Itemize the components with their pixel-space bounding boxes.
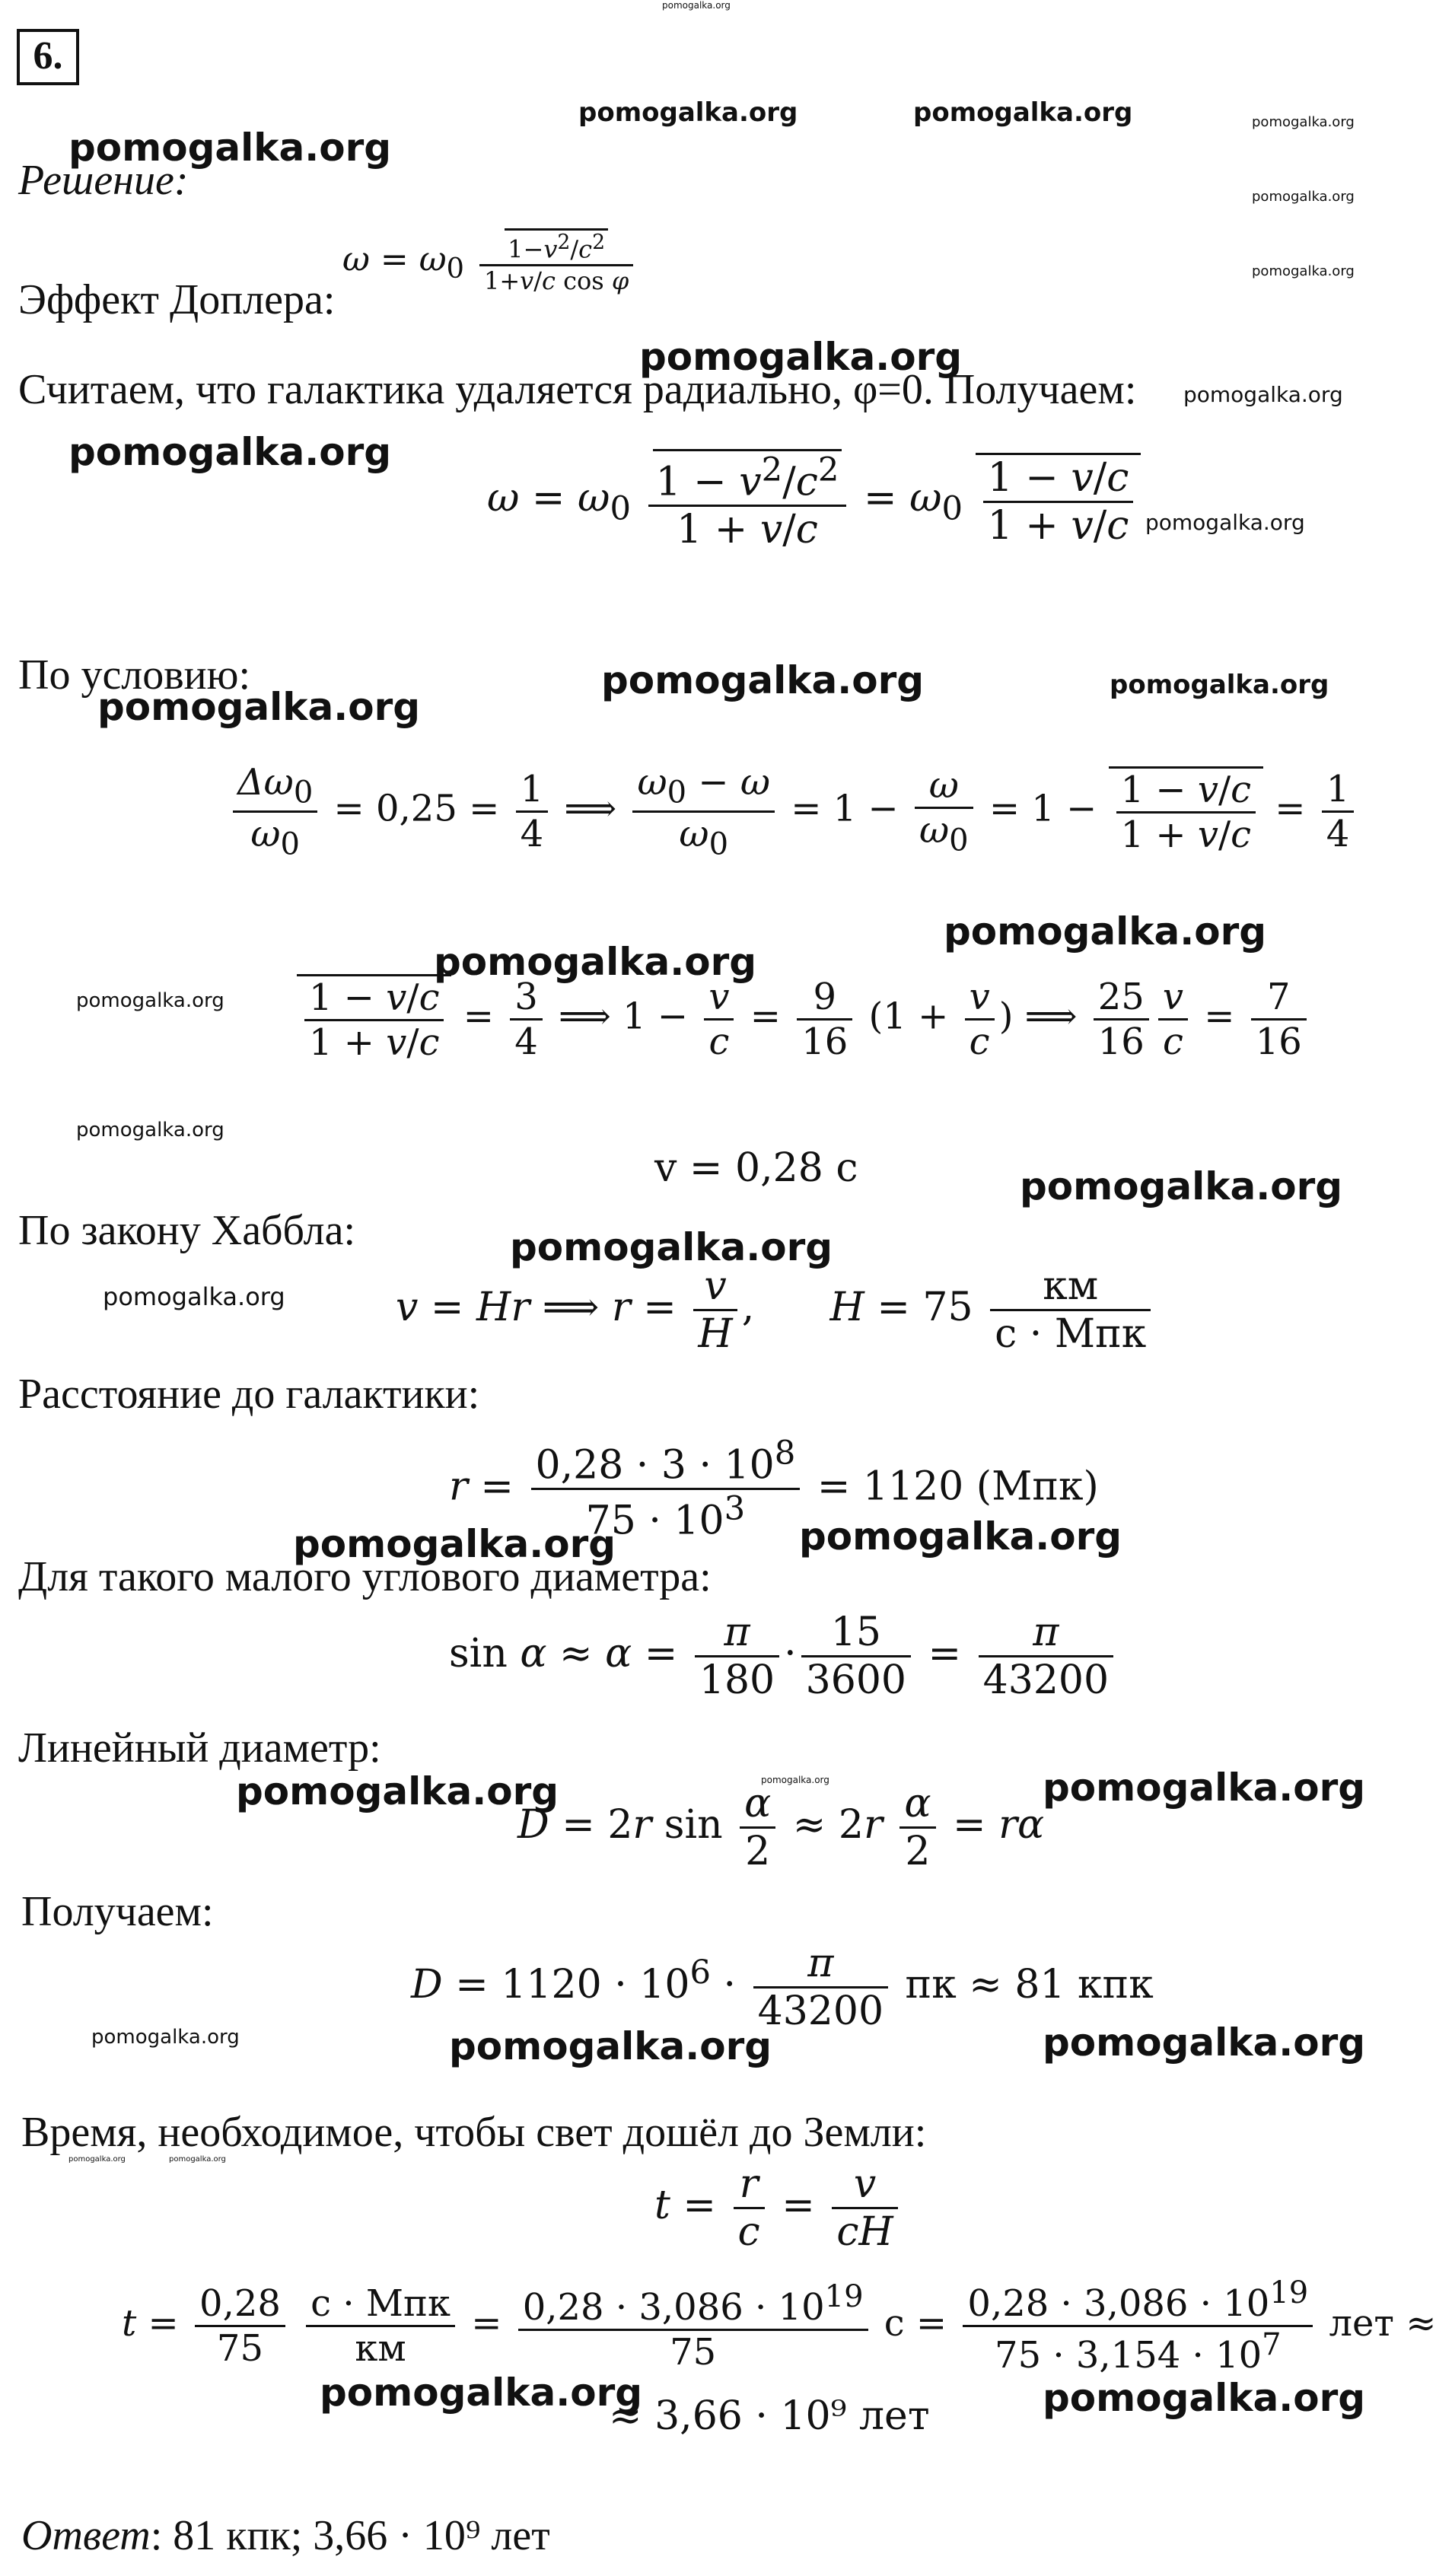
hubble-label: По закону Хаббла: bbox=[18, 1207, 355, 1254]
watermark: pomogalka.org bbox=[293, 1522, 616, 1566]
watermark: pomogalka.org bbox=[662, 0, 731, 11]
condition-label: По условию: bbox=[18, 651, 251, 699]
distance-label: Расстояние до галактики: bbox=[18, 1371, 480, 1418]
solve-formula: $\frac{1 - v/c}{1 + v/c}$ = $\frac{3}{4}$ ⟹ 1 − $\frac{v}{c}$ = $\frac{9}{16}$ (1 + $\frac{v}{c}$ ) ⟹ $\frac{25}{16}$ $\frac{v}{c}$ = $\frac{7}{16}$ bbox=[297, 974, 1311, 1064]
watermark: pomogalka.org bbox=[68, 430, 392, 474]
watermark: pomogalka.org bbox=[1252, 114, 1355, 130]
distance-formula: r = $\frac{0,28 \cdot 3 \cdot 10^8}{75 \cdot 10^3}$ = 1120 (Мпк) bbox=[449, 1434, 1099, 1544]
watermark: pomogalka.org bbox=[1252, 263, 1355, 279]
velocity-result: v = 0,28 c bbox=[654, 1145, 858, 1191]
time-label: Время, необходимое, чтобы свет дошёл до Земли: bbox=[21, 2109, 927, 2156]
problem-number: 6. bbox=[17, 29, 79, 85]
obtain-label: Получаем: bbox=[21, 1888, 214, 1935]
radial-text: Считаем, что галактика удаляется радиально, φ=0. Получаем: bbox=[18, 366, 1137, 413]
answer bbox=[21, 2511, 550, 2560]
watermark: pomogalka.org bbox=[76, 1119, 224, 1142]
watermark: pomogalka.org bbox=[434, 940, 757, 984]
watermark: pomogalka.org bbox=[1043, 2376, 1366, 2420]
watermark: pomogalka.org bbox=[320, 2371, 643, 2415]
watermark: pomogalka.org bbox=[76, 989, 224, 1012]
hubble-formula: v = Hr ⟹ r = $\frac{v}{H}$ , H = 75 $\frac{км}{\text{с · Мпк}}$ bbox=[396, 1263, 1155, 1357]
watermark: pomogalka.org bbox=[1043, 1766, 1366, 1810]
answer-value: : 81 кпк; 3,66 · 10⁹ лет bbox=[150, 2512, 550, 2559]
watermark: pomogalka.org bbox=[639, 335, 963, 379]
watermark: pomogalka.org bbox=[510, 1225, 833, 1269]
watermark: pomogalka.org bbox=[578, 97, 798, 128]
time-formula-1: t = $\frac{r}{c}$ = $\frac{v}{cH}$ bbox=[654, 2161, 903, 2255]
watermark: pomogalka.org bbox=[91, 2026, 240, 2049]
watermark: pomogalka.org bbox=[913, 97, 1133, 128]
watermark: pomogalka.org bbox=[1183, 382, 1343, 407]
watermark: pomogalka.org bbox=[799, 1514, 1122, 1559]
condition-formula: $\frac{\Delta\omega_0}{\omega_0}$ = 0,25 = $\frac{1}{4}$ ⟹ $\frac{\omega_0 - \omega}{\omega_0}$ = 1 − $\frac{\omega}{\omega_0}$ = 1 − $\frac{1 - v/c}{1 + v/c}$ = $\frac{1}{4}$ bbox=[228, 761, 1358, 861]
watermark: pomogalka.org bbox=[97, 685, 421, 729]
solution-label: Решение: bbox=[18, 157, 189, 204]
radial-formula: $\omega = \omega_0$ $\frac{1 - v^2/c^2}{1 + v/c}$ = $\omega_0$ $\frac{1 - v/c}{1 + v/c}$ bbox=[487, 449, 1141, 552]
watermark: pomogalka.org bbox=[1043, 2020, 1366, 2065]
answer-label: Ответ bbox=[21, 2512, 151, 2559]
time-formula-2: t = $\frac{0,28}{75}$ $\frac{\text{с · Мпк}}{км}$ = $\frac{0,28 \cdot 3,086 \cdot 10^{19}}{75}$ с = $\frac{0,28 \cdot 3,086 \cdot 10^{19}}{75 \cdot 3,154 \cdot 10^7}$ лет ≈ bbox=[122, 2275, 1436, 2377]
angle-formula: sin α ≈ α = $\frac{\pi}{180}$ · $\frac{15}{3600}$ = $\frac{\pi}{43200}$ bbox=[449, 1610, 1118, 1703]
watermark: pomogalka.org bbox=[449, 2024, 772, 2068]
linear-label: Линейный диаметр: bbox=[18, 1724, 381, 1772]
angle-label: Для такого малого углового диаметра: bbox=[18, 1553, 712, 1600]
doppler-label: Эффект Доплера: bbox=[18, 276, 336, 323]
time-result: ≈ 3,66 · 10⁹ лет bbox=[609, 2393, 930, 2439]
watermark: pomogalka.org bbox=[68, 126, 392, 170]
watermark: pomogalka.org bbox=[103, 1282, 285, 1311]
linear-formula: D = 2r sin $\frac{\alpha}{2}$ ≈ 2r $\frac{\alpha}{2}$ = rα bbox=[517, 1781, 1045, 1874]
watermark: pomogalka.org bbox=[944, 909, 1267, 954]
watermark: pomogalka.org bbox=[1110, 670, 1329, 700]
watermark: pomogalka.org bbox=[1145, 510, 1305, 535]
watermark: pomogalka.org bbox=[1252, 189, 1355, 205]
watermark: pomogalka.org bbox=[68, 2155, 126, 2164]
watermark: pomogalka.org bbox=[236, 1769, 559, 1813]
doppler-formula: $\omega = \omega_0$ $\frac{1-v^2/c^2}{\text{1+v/c cos φ}}$ bbox=[342, 228, 638, 295]
watermark: pomogalka.org bbox=[601, 658, 925, 702]
watermark: pomogalka.org bbox=[169, 2155, 226, 2164]
watermark: pomogalka.org bbox=[761, 1775, 829, 1785]
obtain-formula: $D = 1120 \cdot 10^6$ · $\frac{\pi}{43200}$ пк ≈ 81 кпк bbox=[411, 1941, 1154, 2034]
watermark: pomogalka.org bbox=[1020, 1164, 1343, 1208]
